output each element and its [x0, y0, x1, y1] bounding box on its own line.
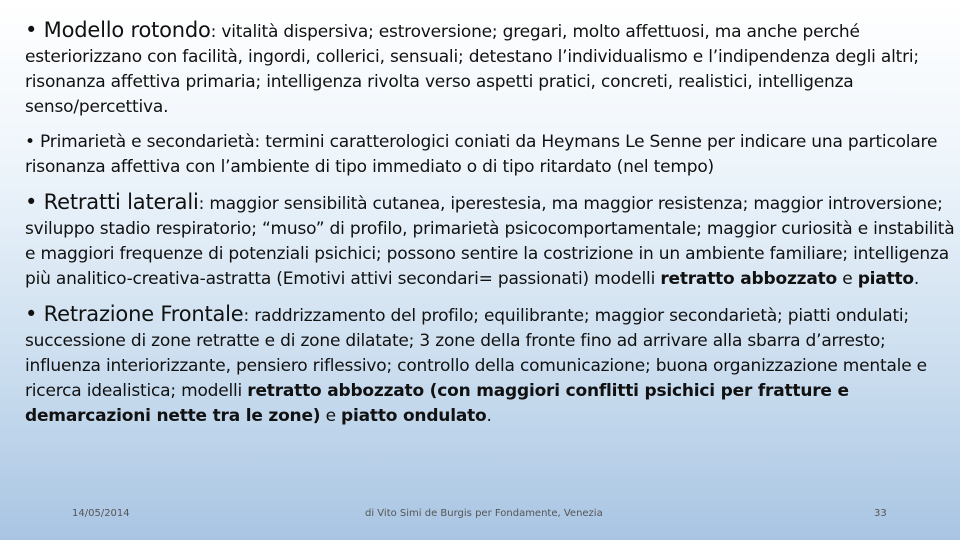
- bold-text: piatto ondulato: [341, 406, 487, 426]
- text: • Primarietà e secondarietà: termini caratterologici coniati da Heymans Le Senne per indicare una particolare risonanza affettiva con l’ambiente di tipo immediato o di tipo ritardato (nel tempo): [25, 132, 938, 177]
- paragraph-retratti-laterali: [25, 190, 955, 292]
- bullet: •: [25, 190, 44, 214]
- slide-content: [25, 18, 955, 439]
- text: e: [320, 406, 342, 426]
- paragraph-primarieta: [25, 130, 955, 180]
- text: : raddrizzamento del profilo; equilibrante; maggior secondarietà; piatti ondulati; successione di zone retratte e di zone dilatate; 3 zone della fronte fino ad arrivare alla sbarra d’arresto; influenza interiorizzante, pensiero riflessivo; controllo della comunicazione; buona organizzazione mentale e ricerca idealistica; modelli: [25, 306, 927, 401]
- paragraph-retrazione-frontale: [25, 302, 955, 429]
- footer-author: di Vito Simi de Burgis per Fondamente, Venezia: [365, 508, 603, 519]
- footer-date: 14/05/2014: [72, 508, 130, 519]
- bold-text: piatto: [857, 269, 914, 289]
- footer-page-number: 33: [874, 508, 887, 519]
- heading-modello-rotondo: Modello rotondo: [43, 18, 211, 42]
- text: .: [913, 269, 920, 289]
- paragraph-modello-rotondo: [25, 18, 955, 120]
- text: : vitalità dispersiva; estroversione; gregari, molto affettuosi, ma anche perché esteriorizzano con facilità, ingordi, collerici, sensuali; detestano l’individualismo e l’indipendenza degli altri; risonanza affettiva primaria; intelligenza rivolta verso aspetti pratici, concreti, realistici, intelligenza senso/percettiva.: [25, 22, 919, 117]
- bold-text: retratto abbozzato: [660, 269, 838, 289]
- text: e: [837, 269, 858, 289]
- bold-text: retratto abbozzato (con maggiori conflitti psichici per fratture e demarcazioni nette tra le zone): [25, 381, 849, 426]
- bullet: •: [25, 302, 44, 326]
- heading-retrazione-frontale: Retrazione Frontale: [43, 302, 244, 326]
- heading-retratti-laterali: Retratti laterali: [43, 190, 199, 214]
- bullet: •: [25, 18, 44, 42]
- text: : maggior sensibilità cutanea, iperestesia, ma maggior resistenza; maggior introversione; sviluppo stadio respiratorio; “muso” di profilo, primarietà psicocomportamentale; maggior curiosità e instabilità e maggiori frequenze di potenziali psichici; possono sentire la costrizione in un ambiente familiare; intelligenza più analitico-creativa-astratta (Emotivi attivi secondari= passionati) modelli: [25, 194, 955, 289]
- text: .: [486, 406, 492, 426]
